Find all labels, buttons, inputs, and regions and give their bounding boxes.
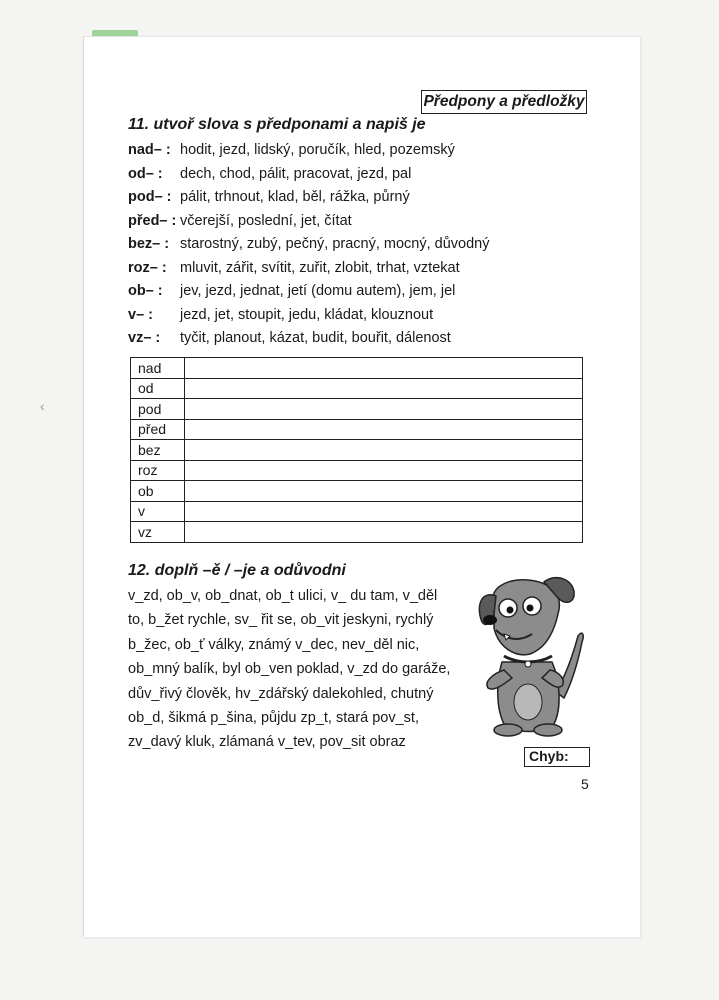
answer-cell[interactable] — [185, 501, 583, 522]
table-row — [131, 522, 583, 543]
row-label: před — [131, 419, 185, 440]
prefix-label: od– : — [128, 165, 163, 182]
answer-cell[interactable] — [185, 481, 583, 502]
table-row — [131, 501, 583, 522]
prefix-words: včerejší, poslední, jet, čítat — [180, 212, 352, 229]
row-label: nad — [131, 358, 185, 379]
row-label: bez — [131, 440, 185, 461]
prefix-label: bez– : — [128, 236, 170, 252]
prefix-words: dech, chod, pálit, pracovat, jezd, pal — [180, 165, 412, 182]
table-row — [131, 440, 583, 461]
prefix-row-od — [128, 163, 489, 187]
prefix-label: před– : — [128, 212, 177, 229]
task-11-title: 11. utvoř slova s předponami a napiš je — [128, 116, 426, 133]
prefix-label: nad– : — [128, 142, 171, 158]
prefix-row-roz — [128, 257, 489, 281]
row-label: v — [131, 501, 185, 522]
table-row — [131, 399, 583, 420]
answer-cell[interactable] — [185, 378, 583, 399]
exercise-line: ob_mný balík, byl ob_ven poklad, v_zd do garáže, — [128, 661, 451, 678]
exercise-line: to, b_žet rychle, sv_ řit se, ob_vit jeskyni, rychlý — [128, 612, 434, 629]
prefix-words: pálit, trhnout, klad, běl, rážka, půrný — [180, 189, 410, 205]
table-row — [131, 460, 583, 481]
prefix-label: pod– : — [128, 189, 172, 205]
prefix-words: mluvit, zářit, svítit, zuřit, zlobit, trhat, vztekat — [180, 259, 460, 276]
prefix-row-nad — [128, 139, 489, 163]
exercise-line: v_zd, ob_v, ob_dnat, ob_t ulici, v_ du tam, v_děl — [128, 588, 438, 604]
row-label: pod — [131, 399, 185, 420]
prefix-label: v– : — [128, 306, 153, 323]
answer-cell[interactable] — [185, 358, 583, 379]
dog-illustration-icon — [474, 574, 586, 738]
prefix-row-bez — [128, 233, 489, 257]
table-row — [131, 419, 583, 440]
table-row — [131, 378, 583, 399]
row-label: ob — [131, 481, 185, 502]
error-count-box[interactable]: Chyb: — [524, 747, 590, 767]
answer-cell[interactable] — [185, 522, 583, 543]
prefix-row-ob — [128, 280, 489, 304]
prefix-words: starostný, zubý, pečný, pracný, mocný, důvodný — [180, 236, 490, 252]
prefix-words: jev, jezd, jednat, jetí (domu autem), jem, jel — [180, 283, 456, 299]
chapter-title-box: Předpony a předložky — [421, 90, 587, 114]
table-row — [131, 481, 583, 502]
answer-table — [130, 357, 583, 543]
prefix-label: roz– : — [128, 259, 167, 276]
answer-cell[interactable] — [185, 419, 583, 440]
prefix-word-list — [128, 139, 489, 351]
prefix-words: hodit, jezd, lidský, poručík, hled, pozemský — [180, 142, 455, 158]
prefix-words: tyčit, planout, kázat, budit, bouřit, dálenost — [180, 330, 451, 346]
prefix-label: ob– : — [128, 283, 163, 299]
task-12-title: 12. doplň –ě / –je a odůvodni — [128, 562, 346, 579]
page-number: 5 — [581, 776, 589, 792]
prefix-words: jezd, jet, stoupit, jedu, kládat, klouznout — [180, 306, 434, 323]
exercise-line: zv_davý kluk, zlámaná v_tev, pov_sit obraz — [128, 734, 406, 751]
fill-in-exercise — [128, 584, 468, 755]
table-row — [131, 358, 583, 379]
row-label: roz — [131, 460, 185, 481]
prefix-row-pod — [128, 186, 489, 210]
margin-mark: ‹ — [40, 398, 45, 414]
exercise-line: b_žec, ob_ť války, známý v_dec, nev_děl nic, — [128, 636, 420, 653]
exercise-line: ob_d, šikmá p_šina, půjdu zp_t, stará pov_st, — [128, 709, 419, 726]
answer-cell[interactable] — [185, 440, 583, 461]
prefix-row-v — [128, 304, 489, 328]
prefix-row-pred — [128, 210, 489, 234]
prefix-row-vz — [128, 327, 489, 351]
row-label: vz — [131, 522, 185, 543]
exercise-line: dův_řivý člověk, hv_zdářský dalekohled, chutný — [128, 685, 434, 702]
row-label: od — [131, 378, 185, 399]
answer-cell[interactable] — [185, 460, 583, 481]
answer-cell[interactable] — [185, 399, 583, 420]
prefix-label: vz– : — [128, 330, 161, 346]
